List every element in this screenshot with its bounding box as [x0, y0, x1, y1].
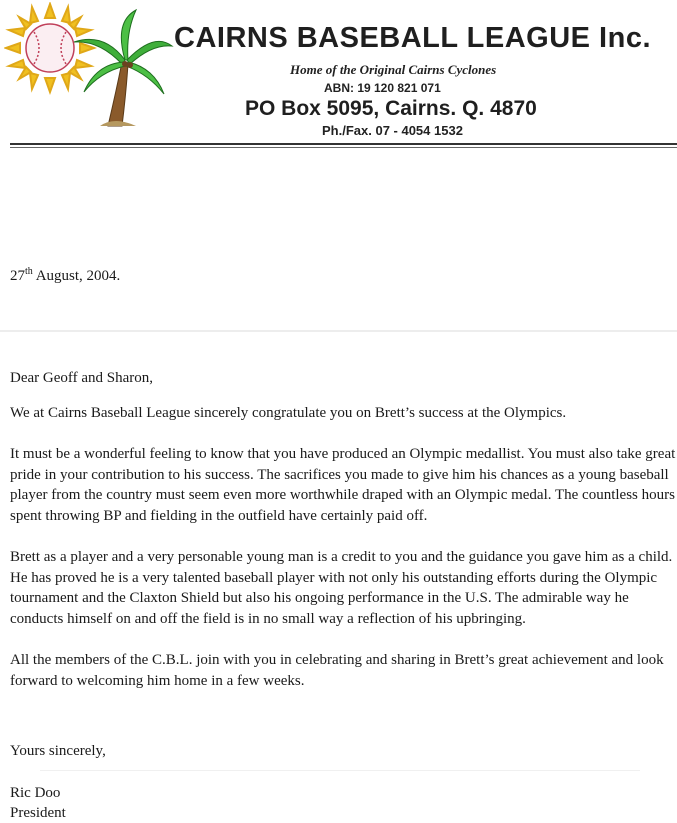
- paragraph: Brett as a player and a very personable young man is a credit to you and the guidance you gave him as a child. He has proved he is a very talented baseball player with not only his outstanding efforts during the Olympic tournament and the Claxton Shield but also his ongoing performance in the U.S. The admirable way he conducts himself on and off the field is in no small way a reflection of his upbringing.: [10, 549, 673, 627]
- postal-address: PO Box 5095, Cairns. Q. 4870: [245, 97, 537, 120]
- tagline: Home of the Original Cairns Cyclones: [290, 62, 497, 77]
- paragraph: It must be a wonderful feeling to know that you have produced an Olympic medallist. You must also take great pride in your contribution to his success. The sacrifices you made to give him his chances as a young baseball player from the country must seem even more worthwhile draped with an Olympic medal. The countless hours spent throwing BP and fielding in the outfield have certainly paid off.: [10, 446, 676, 524]
- letter-date: [10, 266, 120, 285]
- paragraph: All the members of the C.B.L. join with you in celebrating and sharing in Brett’s great achievement and look forward to welcoming him home in a few weeks.: [10, 652, 664, 689]
- signatory-name: Ric Doo: [10, 785, 61, 801]
- date-day: 27: [10, 268, 25, 284]
- letterhead: [0, 0, 677, 160]
- paragraph: We at Cairns Baseball League sincerely congratulate you on Brett’s success at the Olympics.: [10, 404, 567, 421]
- paper-fold-line-lower: [40, 770, 640, 771]
- organization-name: CAIRNS BASEBALL LEAGUE Inc.: [174, 22, 652, 54]
- date-suffix: th: [25, 266, 33, 277]
- letter-body: [10, 368, 676, 712]
- salutation: Dear Geoff and Sharon,: [10, 370, 154, 386]
- paper-fold-line: [0, 330, 677, 332]
- letterhead-divider: [10, 143, 677, 145]
- letterhead-divider-thin: [10, 147, 677, 148]
- sun-baseball-palm-logo: [4, 2, 174, 130]
- baseball-icon: [26, 24, 74, 72]
- palm-tree-icon: [74, 10, 172, 126]
- date-month-year: August, 2004.: [32, 268, 121, 284]
- phone-fax: Ph./Fax. 07 - 4054 1532: [322, 123, 463, 138]
- abn-number: ABN: 19 120 821 071: [324, 81, 441, 95]
- closing: Yours sincerely,: [10, 743, 106, 759]
- signature-block: [10, 783, 66, 823]
- signatory-title: President: [10, 805, 66, 821]
